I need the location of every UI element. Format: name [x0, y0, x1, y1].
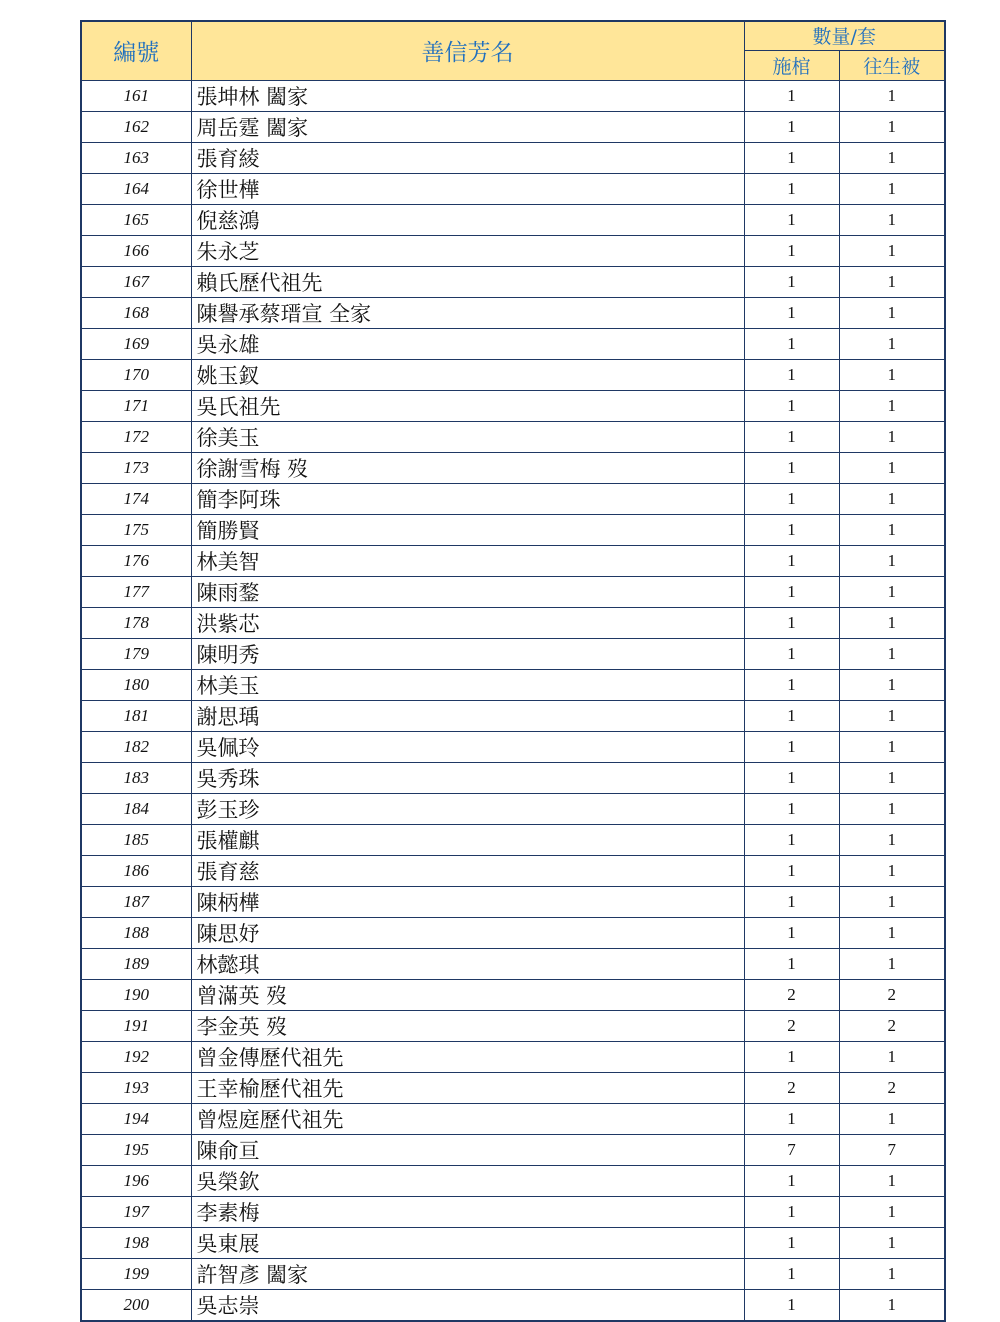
table-row: [81, 235, 945, 266]
row-number: 176: [81, 545, 191, 576]
row-number: 177: [81, 576, 191, 607]
coffin-quantity: 1: [744, 266, 839, 297]
donor-name: 曾煜庭歷代祖先: [191, 1103, 744, 1134]
shroud-quantity: 2: [839, 1010, 945, 1041]
table-row: [81, 1258, 945, 1289]
table-header: [81, 21, 945, 80]
table-row: [81, 948, 945, 979]
table-body: [81, 80, 945, 1321]
coffin-quantity: 1: [744, 700, 839, 731]
table-row: [81, 111, 945, 142]
coffin-quantity: 1: [744, 607, 839, 638]
table-row: [81, 1103, 945, 1134]
coffin-quantity: 1: [744, 886, 839, 917]
shroud-quantity: 1: [839, 886, 945, 917]
shroud-quantity: 1: [839, 700, 945, 731]
table-row: [81, 1010, 945, 1041]
table-row: [81, 855, 945, 886]
table-row: [81, 1134, 945, 1165]
coffin-quantity: 2: [744, 979, 839, 1010]
coffin-quantity: 1: [744, 1103, 839, 1134]
table-row: [81, 297, 945, 328]
donor-table: [80, 20, 946, 1322]
table-row: [81, 979, 945, 1010]
table-row: [81, 1041, 945, 1072]
coffin-quantity: 1: [744, 483, 839, 514]
shroud-quantity: 1: [839, 80, 945, 111]
coffin-quantity: 1: [744, 1041, 839, 1072]
shroud-quantity: 1: [839, 731, 945, 762]
donor-name: 倪慈鴻: [191, 204, 744, 235]
row-number: 196: [81, 1165, 191, 1196]
donor-name: 吳志崇: [191, 1289, 744, 1321]
donor-name: 洪紫芯: [191, 607, 744, 638]
shroud-quantity: 1: [839, 235, 945, 266]
coffin-quantity: 1: [744, 173, 839, 204]
table-row: [81, 142, 945, 173]
donor-name: 張育綾: [191, 142, 744, 173]
table-row: [81, 700, 945, 731]
coffin-quantity: 1: [744, 111, 839, 142]
coffin-quantity: 1: [744, 1227, 839, 1258]
donor-name: 吳氏祖先: [191, 390, 744, 421]
donor-name: 陳雨鍪: [191, 576, 744, 607]
shroud-quantity: 1: [839, 948, 945, 979]
header-quantity: 數量/套: [744, 21, 945, 50]
table-row: [81, 452, 945, 483]
row-number: 182: [81, 731, 191, 762]
shroud-quantity: 2: [839, 1072, 945, 1103]
table-row: [81, 483, 945, 514]
coffin-quantity: 1: [744, 948, 839, 979]
coffin-quantity: 1: [744, 855, 839, 886]
table-row: [81, 638, 945, 669]
row-number: 195: [81, 1134, 191, 1165]
row-number: 165: [81, 204, 191, 235]
coffin-quantity: 1: [744, 545, 839, 576]
table-row: [81, 514, 945, 545]
table-row: [81, 762, 945, 793]
coffin-quantity: 2: [744, 1072, 839, 1103]
shroud-quantity: 1: [839, 1165, 945, 1196]
table-row: [81, 793, 945, 824]
row-number: 169: [81, 328, 191, 359]
table-row: [81, 1072, 945, 1103]
shroud-quantity: 1: [839, 1227, 945, 1258]
shroud-quantity: 7: [839, 1134, 945, 1165]
coffin-quantity: 1: [744, 793, 839, 824]
donor-name: 曾金傳歷代祖先: [191, 1041, 744, 1072]
donor-name: 王幸榆歷代祖先: [191, 1072, 744, 1103]
coffin-quantity: 1: [744, 638, 839, 669]
coffin-quantity: 1: [744, 235, 839, 266]
row-number: 178: [81, 607, 191, 638]
donor-name: 林美玉: [191, 669, 744, 700]
row-number: 190: [81, 979, 191, 1010]
coffin-quantity: 1: [744, 297, 839, 328]
donor-name: 彭玉珍: [191, 793, 744, 824]
row-number: 191: [81, 1010, 191, 1041]
donor-name: 李金英 歿: [191, 1010, 744, 1041]
shroud-quantity: 1: [839, 142, 945, 173]
row-number: 172: [81, 421, 191, 452]
table-row: [81, 1227, 945, 1258]
donor-name: 吳東展: [191, 1227, 744, 1258]
row-number: 181: [81, 700, 191, 731]
coffin-quantity: 1: [744, 1258, 839, 1289]
row-number: 164: [81, 173, 191, 204]
table-row: [81, 545, 945, 576]
table-row: [81, 80, 945, 111]
shroud-quantity: 1: [839, 1041, 945, 1072]
table-row: [81, 576, 945, 607]
table-row: [81, 607, 945, 638]
row-number: 170: [81, 359, 191, 390]
table-row: [81, 328, 945, 359]
coffin-quantity: 1: [744, 1196, 839, 1227]
coffin-quantity: 7: [744, 1134, 839, 1165]
donor-name: 陳思妤: [191, 917, 744, 948]
donor-name: 吳佩玲: [191, 731, 744, 762]
row-number: 168: [81, 297, 191, 328]
donor-name: 簡勝賢: [191, 514, 744, 545]
shroud-quantity: 1: [839, 545, 945, 576]
shroud-quantity: 1: [839, 576, 945, 607]
row-number: 173: [81, 452, 191, 483]
table-row: [81, 824, 945, 855]
table-row: [81, 266, 945, 297]
shroud-quantity: 1: [839, 421, 945, 452]
table-row: [81, 421, 945, 452]
donor-name: 賴氏歷代祖先: [191, 266, 744, 297]
donor-name: 吳榮欽: [191, 1165, 744, 1196]
shroud-quantity: 1: [839, 762, 945, 793]
shroud-quantity: 1: [839, 1103, 945, 1134]
donor-name: 謝思瑀: [191, 700, 744, 731]
donor-name: 吳永雄: [191, 328, 744, 359]
donor-name: 陳明秀: [191, 638, 744, 669]
shroud-quantity: 1: [839, 1196, 945, 1227]
shroud-quantity: 1: [839, 297, 945, 328]
coffin-quantity: 1: [744, 762, 839, 793]
shroud-quantity: 1: [839, 793, 945, 824]
donor-name: 吳秀珠: [191, 762, 744, 793]
shroud-quantity: 1: [839, 855, 945, 886]
row-number: 175: [81, 514, 191, 545]
coffin-quantity: 1: [744, 142, 839, 173]
table-row: [81, 1165, 945, 1196]
donor-name: 李素梅: [191, 1196, 744, 1227]
donor-name: 張權麒: [191, 824, 744, 855]
coffin-quantity: 1: [744, 1165, 839, 1196]
donor-name: 陳柄樺: [191, 886, 744, 917]
donor-name: 陳譽承蔡瑨宣 全家: [191, 297, 744, 328]
donor-name: 張坤林 闔家: [191, 80, 744, 111]
donor-name: 姚玉釵: [191, 359, 744, 390]
table-row: [81, 917, 945, 948]
donor-name: 徐世樺: [191, 173, 744, 204]
row-number: 166: [81, 235, 191, 266]
row-number: 200: [81, 1289, 191, 1321]
coffin-quantity: 1: [744, 576, 839, 607]
table-row: [81, 204, 945, 235]
coffin-quantity: 1: [744, 452, 839, 483]
donor-name: 許智彥 闔家: [191, 1258, 744, 1289]
donor-name: 曾滿英 歿: [191, 979, 744, 1010]
donor-name: 朱永芝: [191, 235, 744, 266]
header-donor-name: 善信芳名: [191, 21, 744, 80]
row-number: 188: [81, 917, 191, 948]
row-number: 162: [81, 111, 191, 142]
coffin-quantity: 1: [744, 359, 839, 390]
coffin-quantity: 1: [744, 1289, 839, 1321]
row-number: 183: [81, 762, 191, 793]
row-number: 199: [81, 1258, 191, 1289]
row-number: 179: [81, 638, 191, 669]
shroud-quantity: 1: [839, 1289, 945, 1321]
header-coffin: 施棺: [744, 50, 839, 80]
donor-name: 簡李阿珠: [191, 483, 744, 514]
shroud-quantity: 1: [839, 669, 945, 700]
header-shroud: 往生被: [839, 50, 945, 80]
shroud-quantity: 1: [839, 917, 945, 948]
row-number: 171: [81, 390, 191, 421]
shroud-quantity: 1: [839, 111, 945, 142]
row-number: 161: [81, 80, 191, 111]
shroud-quantity: 1: [839, 483, 945, 514]
coffin-quantity: 1: [744, 328, 839, 359]
row-number: 174: [81, 483, 191, 514]
shroud-quantity: 1: [839, 1258, 945, 1289]
shroud-quantity: 1: [839, 824, 945, 855]
table-row: [81, 390, 945, 421]
donor-name: 徐謝雪梅 歿: [191, 452, 744, 483]
shroud-quantity: 2: [839, 979, 945, 1010]
table-row: [81, 669, 945, 700]
table-row: [81, 1196, 945, 1227]
shroud-quantity: 1: [839, 266, 945, 297]
coffin-quantity: 1: [744, 204, 839, 235]
coffin-quantity: 1: [744, 917, 839, 948]
shroud-quantity: 1: [839, 607, 945, 638]
coffin-quantity: 1: [744, 390, 839, 421]
table-row: [81, 173, 945, 204]
shroud-quantity: 1: [839, 638, 945, 669]
row-number: 194: [81, 1103, 191, 1134]
shroud-quantity: 1: [839, 328, 945, 359]
coffin-quantity: 1: [744, 80, 839, 111]
table-row: [81, 359, 945, 390]
shroud-quantity: 1: [839, 359, 945, 390]
row-number: 185: [81, 824, 191, 855]
shroud-quantity: 1: [839, 390, 945, 421]
row-number: 163: [81, 142, 191, 173]
coffin-quantity: 2: [744, 1010, 839, 1041]
coffin-quantity: 1: [744, 731, 839, 762]
coffin-quantity: 1: [744, 824, 839, 855]
row-number: 192: [81, 1041, 191, 1072]
shroud-quantity: 1: [839, 514, 945, 545]
donor-name: 徐美玉: [191, 421, 744, 452]
coffin-quantity: 1: [744, 421, 839, 452]
row-number: 197: [81, 1196, 191, 1227]
row-number: 189: [81, 948, 191, 979]
shroud-quantity: 1: [839, 204, 945, 235]
shroud-quantity: 1: [839, 173, 945, 204]
row-number: 184: [81, 793, 191, 824]
row-number: 167: [81, 266, 191, 297]
donor-name: 張育慈: [191, 855, 744, 886]
coffin-quantity: 1: [744, 669, 839, 700]
shroud-quantity: 1: [839, 452, 945, 483]
donor-name: 林懿琪: [191, 948, 744, 979]
donor-name: 陳俞亘: [191, 1134, 744, 1165]
row-number: 198: [81, 1227, 191, 1258]
coffin-quantity: 1: [744, 514, 839, 545]
donor-name: 周岳霆 闔家: [191, 111, 744, 142]
row-number: 186: [81, 855, 191, 886]
row-number: 180: [81, 669, 191, 700]
table-row: [81, 731, 945, 762]
donor-name: 林美智: [191, 545, 744, 576]
table-row: [81, 886, 945, 917]
header-number: 編號: [81, 21, 191, 80]
row-number: 187: [81, 886, 191, 917]
row-number: 193: [81, 1072, 191, 1103]
